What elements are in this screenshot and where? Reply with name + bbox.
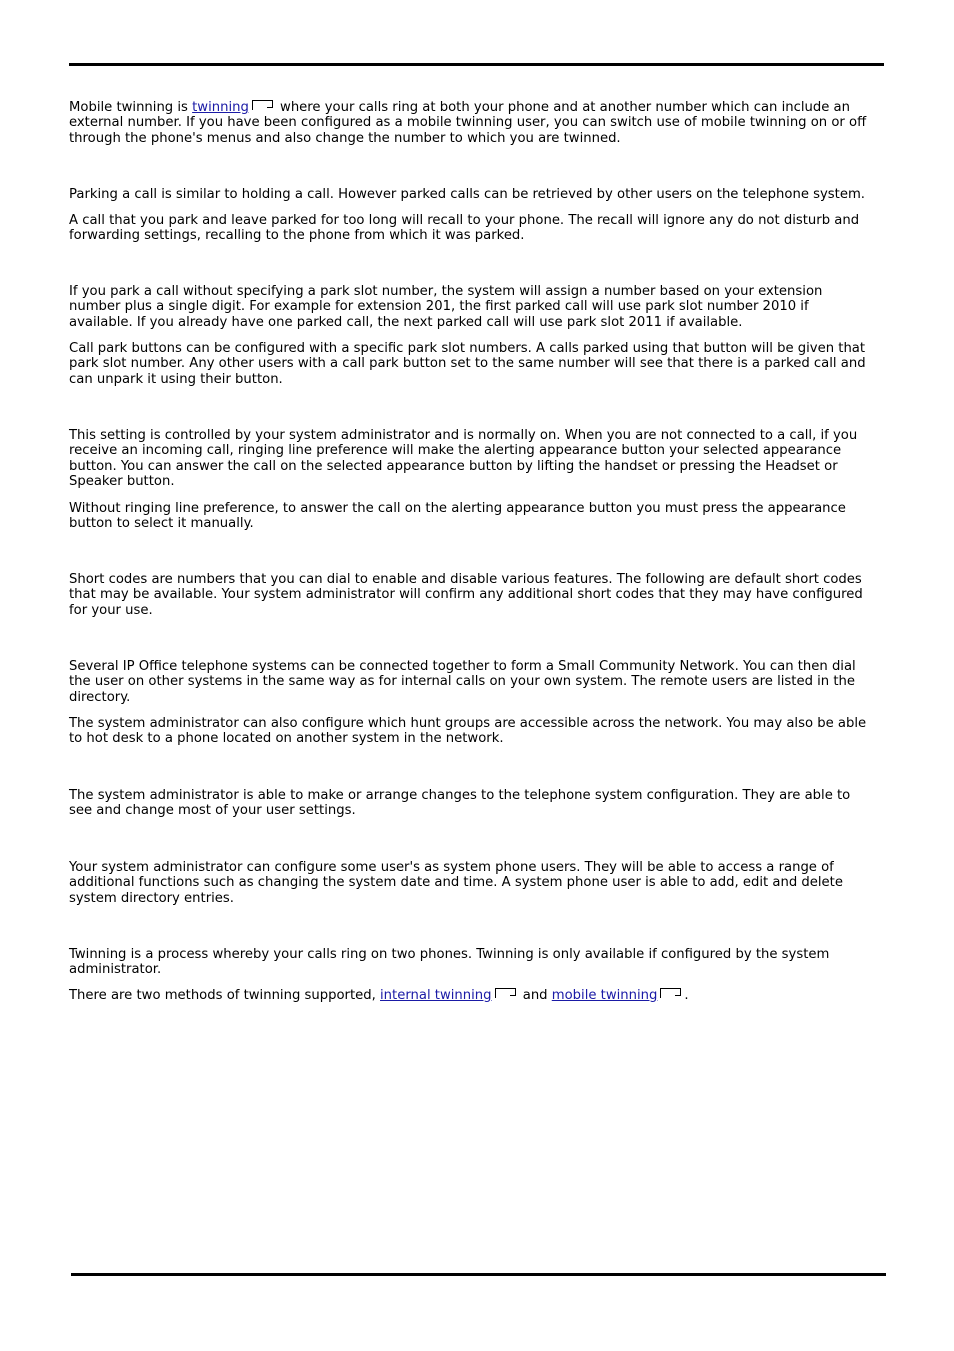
short-codes-paragraph: Short codes are numbers that you can dial to enable and disable various features. The following are default short codes that may be available. Your system administrator will confirm any additional short codes that they may have configured for your use. <box>69 572 863 618</box>
scn-paragraph-2: The system administrator can also configure which hunt groups are accessible across the network. You may also be able to hot desk to a phone located on another system in the network. <box>69 716 867 747</box>
twinning-paragraph-1: Twinning is a process whereby your calls ring on two phones. Twinning is only available if configured by the system administrator. <box>69 947 830 978</box>
page-reference-icon <box>252 100 273 110</box>
mobile-twinning-link[interactable]: mobile twinning <box>551 988 658 1003</box>
text-run: Mobile twinning is <box>69 100 193 115</box>
header-rule <box>69 63 884 66</box>
twinning-paragraph-2 <box>69 988 869 1003</box>
ringing-line-paragraph-1: This setting is controlled by your system administrator and is normally on. When you are not connected to a call, if you receive an incoming call, ringing line preference will make the alerting appearance button your selected appearance button. You can answer the call on the selected appearance button by lifting the handset or pressing the Headset or Speaker button. <box>69 428 858 490</box>
park-slot-paragraph-2: Call park buttons can be configured with a specific park slot numbers. A calls parked using that button will be given that park slot number. Any other users with a call park button set to the same number will see that there is a parked call and can unpark it using their button. <box>69 341 866 387</box>
text-run: There are two methods of twinning supported, <box>69 988 381 1003</box>
parking-paragraph-2: A call that you park and leave parked for too long will recall to your phone. The recall will ignore any do not disturb and forwarding settings, recalling to the phone from which it was parked. <box>69 213 860 244</box>
twinning-link[interactable]: twinning <box>192 100 249 115</box>
text-run: and <box>518 988 552 1003</box>
park-slot-paragraph-1: If you park a call without specifying a park slot number, the system will assign a number based on your extension number plus a single digit. For example for extension 201, the first parked call will use park slot number 2010 if available. If you already have one parked call, the next parked call will use park slot 2011 if available. <box>69 284 823 330</box>
text-run: . <box>684 988 689 1003</box>
footer-rule <box>71 1273 886 1276</box>
page-reference-icon <box>495 988 516 998</box>
mobile-twinning-paragraph <box>69 100 869 146</box>
parking-paragraph-1: Parking a call is similar to holding a call. However parked calls can be retrieved by other users on the telephone system. <box>69 187 866 202</box>
sys-phone-paragraph: Your system administrator can configure some user's as system phone users. They will be able to access a range of additional functions such as changing the system date and time. A system phone user is able to add, edit and delete system directory entries. <box>69 860 843 906</box>
sys-admin-paragraph: The system administrator is able to make or arrange changes to the telephone system configuration. They are able to see and change most of your user settings. <box>69 788 851 819</box>
ringing-line-paragraph-2: Without ringing line preference, to answer the call on the alerting appearance button you must press the appearance button to select it manually. <box>69 501 846 532</box>
page-reference-icon <box>660 988 681 998</box>
scn-paragraph-1: Several IP Office telephone systems can be connected together to form a Small Community Network. You can then dial the user on other systems in the same way as for internal calls on your own system. The remote users are listed in the directory. <box>69 659 856 705</box>
internal-twinning-link[interactable]: internal twinning <box>380 988 492 1003</box>
text-run: where your calls ring at both your phone and at another number which can include an external number. If you have been configured as a mobile twinning user, you can switch use of mobile twinning on or off through the phone's menus and also change the number to which you are twinned. <box>69 100 867 146</box>
